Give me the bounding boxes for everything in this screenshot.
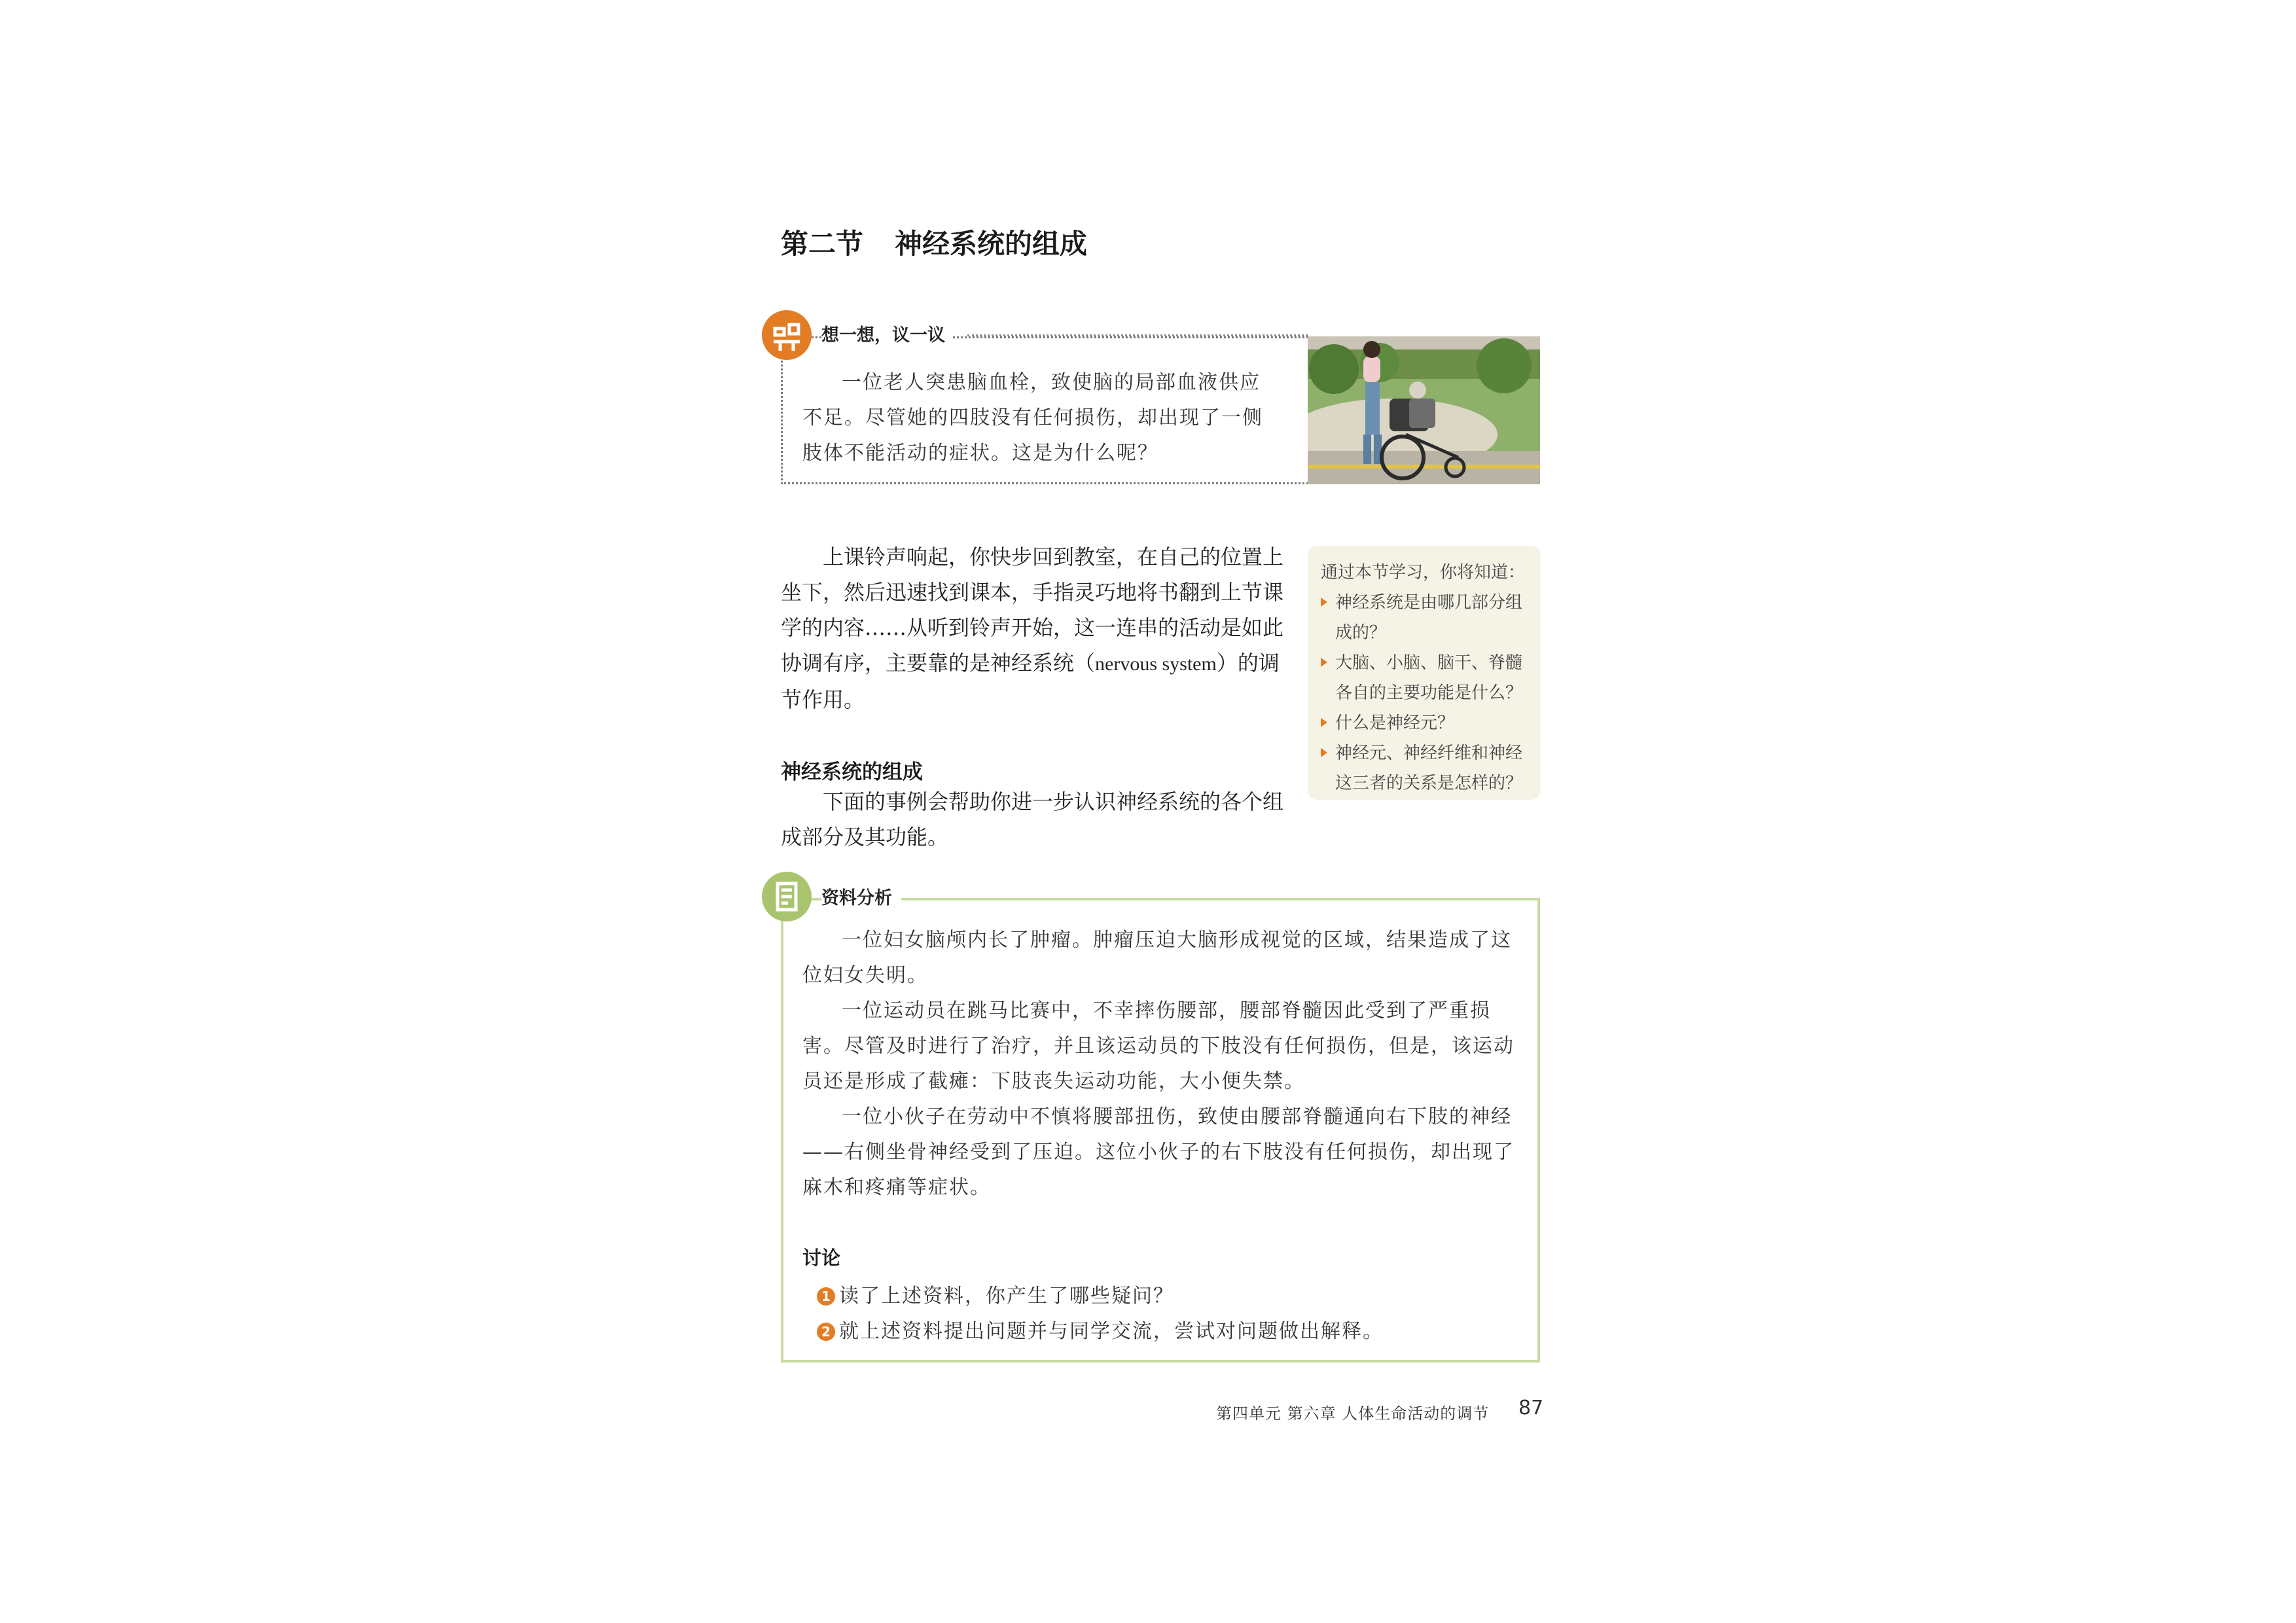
- case-paragraph: 一位小伙子在劳动中不慎将腰部扭伤，致使由腰部脊髓通向右下肢的神经——右侧坐骨神经受到了压迫。这位小伙子的右下肢没有任何损伤，却出现了麻木和疼痛等症状。: [802, 1105, 1515, 1199]
- data-analysis-text: [802, 923, 1522, 1205]
- objective-item: [1321, 738, 1532, 798]
- wheelchair-photo: [1308, 336, 1540, 484]
- objective-text: 什么是神经元？: [1335, 713, 1455, 733]
- section-title: [781, 223, 1087, 262]
- question-number-badge: 1: [817, 1287, 835, 1306]
- section-name: 神经系统的组成: [895, 228, 1088, 260]
- discussion-title: 讨论: [802, 1247, 841, 1269]
- discussion-question: [817, 1314, 1524, 1349]
- think-discuss-heading: 想一想，议一议: [821, 321, 953, 346]
- think-discuss-text: [802, 365, 1280, 471]
- subsection-heading: 神经系统的组成: [781, 760, 923, 784]
- intro-paragraph-text: [781, 539, 1285, 717]
- intro-text-part1: 上课铃声响起，你快步回到教室，在自己的位置上坐下，然后迅速找到课本，手指灵巧地将书翻到上节课学的内容……从听到铃声开始，这一连串的活动是如此协调有序，主要靠的是神经系统（: [781, 544, 1284, 675]
- discussion-question: [817, 1279, 1524, 1314]
- objective-item: [1321, 708, 1532, 738]
- heading-dotted-line: [967, 334, 1308, 336]
- case-paragraph: 一位妇女脑颅内长了肿瘤。肿瘤压迫大脑形成视觉的区域，结果造成了这位妇女失明。: [802, 929, 1512, 987]
- think-discuss-paragraph: 一位老人突患脑血栓，致使脑的局部血液供应不足。尽管她的四肢没有任何损伤，却出现了一侧肢体不能活动的症状。这是为什么呢？: [802, 371, 1263, 465]
- question-number-badge: 2: [817, 1323, 835, 1341]
- section-number: 第二节: [781, 228, 864, 260]
- triangle-bullet-icon: [1321, 597, 1327, 607]
- subsection-paragraph: [781, 784, 1285, 855]
- objective-text: 神经系统是由哪几部分组成的？: [1335, 593, 1523, 643]
- objective-text: 大脑、小脑、脑干、脊髓各自的主要功能是什么？: [1335, 653, 1523, 703]
- case-paragraph: 一位运动员在跳马比赛中，不幸摔伤腰部，腰部脊髓因此受到了严重损害。尽管及时进行了治疗，并且该运动员的下肢没有任何损伤，但是，该运动员还是形成了截瘫：下肢丧失运动功能，大小便失禁。: [802, 999, 1515, 1093]
- triangle-bullet-icon: [1321, 718, 1327, 727]
- learning-objectives-box: [1308, 546, 1541, 800]
- nervous-system-term: nervous system: [1095, 653, 1217, 675]
- wheelchair-photo-illustration: [1308, 336, 1540, 484]
- data-analysis-icon: [761, 870, 813, 923]
- footer-chapter: 第四单元 第六章 人体生命活动的调节: [1216, 1404, 1490, 1423]
- objectives-list: [1321, 588, 1532, 798]
- objective-text: 神经元、神经纤维和神经这三者的关系是怎样的？: [1335, 743, 1523, 793]
- think-discuss-icon: [761, 309, 813, 361]
- triangle-bullet-icon: [1321, 748, 1327, 757]
- triangle-bullet-icon: [1321, 658, 1327, 667]
- subsection-paragraph-text: 下面的事例会帮助你进一步认识神经系统的各个组成部分及其功能。: [781, 789, 1284, 849]
- objective-item: [1321, 648, 1532, 708]
- objective-item: [1321, 588, 1532, 648]
- question-text: 就上述资料提出问题并与同学交流，尝试对问题做出解释。: [839, 1320, 1384, 1343]
- objectives-lead: 通过本节学习，你将知道：: [1321, 563, 1526, 582]
- data-analysis-heading: 资料分析: [821, 883, 901, 909]
- intro-paragraph: [781, 539, 1285, 717]
- page-number: 87: [1518, 1397, 1544, 1419]
- question-text: 读了上述资料，你产生了哪些疑问？: [839, 1285, 1174, 1308]
- discussion-questions: [817, 1279, 1524, 1349]
- intro-text-part2: ）的调节作用。: [781, 651, 1280, 712]
